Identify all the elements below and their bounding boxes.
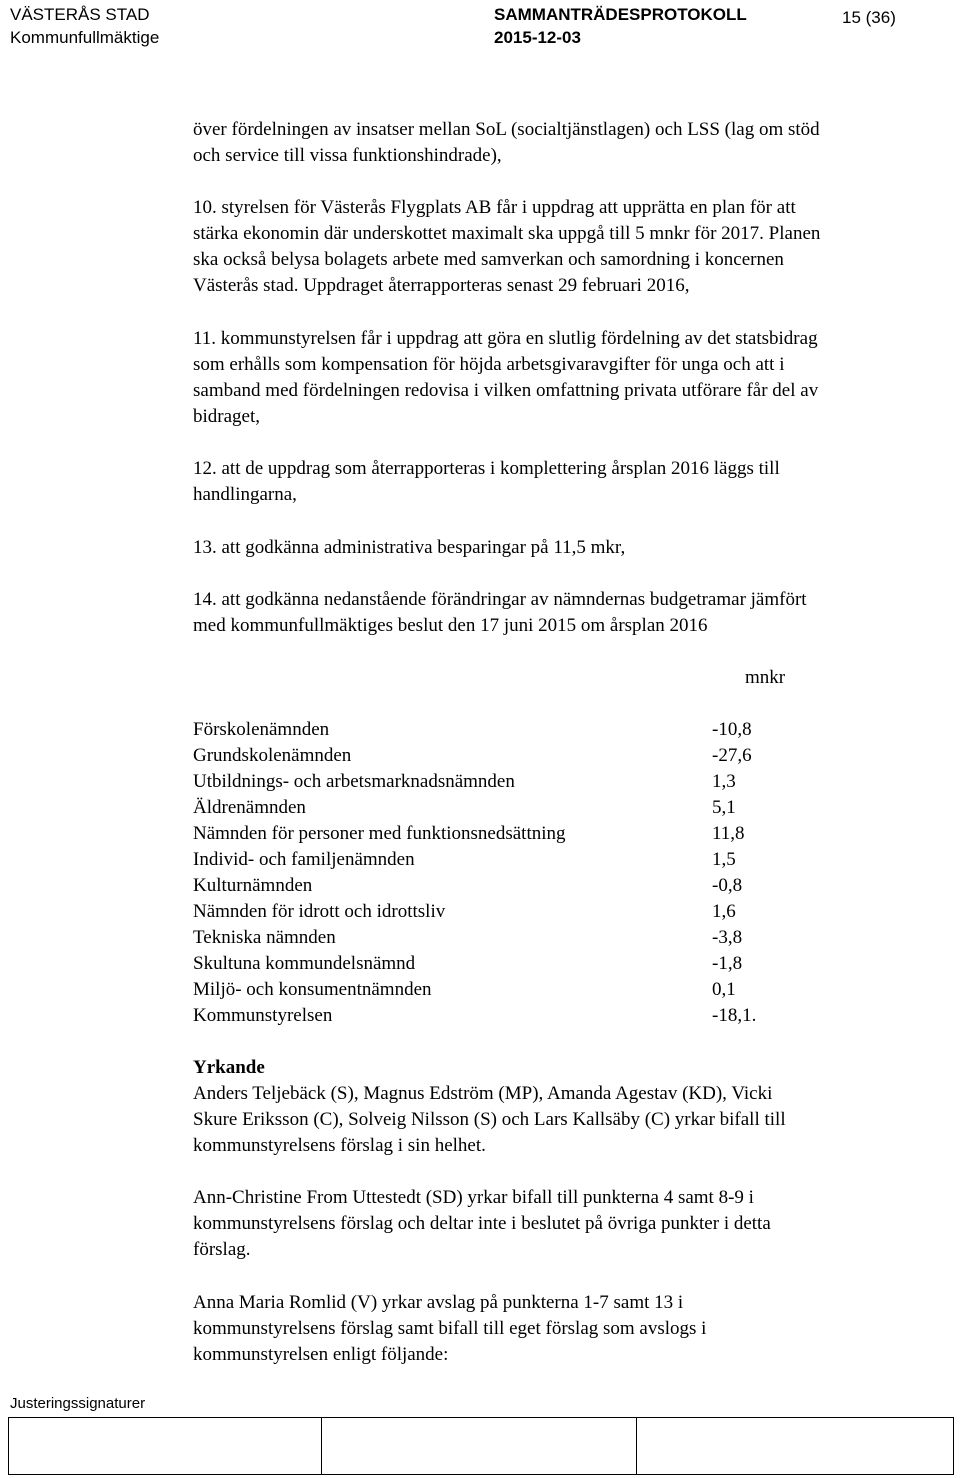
point-14: [193, 587, 943, 639]
row-value: 1,6: [712, 901, 736, 922]
text-line: som erhålls som kompensation för höjda arbetsgivaravgifter för unga och att i: [193, 354, 785, 375]
text-line: stärka ekonomin där underskottet maximalt ska uppgå till 5 mnkr för 2017. Planen: [193, 223, 821, 244]
point-12: [193, 456, 943, 508]
table-row: [193, 821, 813, 847]
row-value: -18,1.: [712, 1005, 757, 1026]
text-line: samband med fördelningen redovisa i vilken omfattning privata utförare får del av: [193, 380, 819, 401]
budget-table-header: [193, 665, 813, 691]
text-line: Västerås stad. Uppdraget återrapporteras senast 29 februari 2016,: [193, 275, 690, 296]
row-value: -3,8: [712, 927, 743, 948]
text-line: handlingarna,: [193, 484, 297, 505]
text-line: över fördelningen av insatser mellan SoL (socialtjänstlagen) och LSS (lag om stöd: [193, 119, 820, 140]
row-label: Skultuna kommundelsnämnd: [193, 953, 416, 974]
text-line: ska också belysa bolagets arbete med samverkan och samordning i koncernen: [193, 249, 784, 270]
text-line: Ann-Christine From Uttestedt (SD) yrkar bifall till punkterna 4 samt 8-9 i: [193, 1187, 754, 1208]
signature-label: Justeringssignaturer: [10, 1395, 146, 1412]
point-13: [193, 535, 943, 561]
table-row: [193, 899, 813, 925]
text-line: kommunstyrelsens förslag samt bifall till eget förslag som avslogs i: [193, 1318, 707, 1339]
signature-box[interactable]: [321, 1417, 637, 1475]
row-label: Äldrenämnden: [193, 797, 306, 818]
text-line: 10. styrelsen för Västerås Flygplats AB får i uppdrag att upprätta en plan för att: [193, 197, 796, 218]
text-line: och service till vissa funktionshindrade),: [193, 145, 502, 166]
text-line: 12. att de uppdrag som återrapporteras i komplettering årsplan 2016 läggs till: [193, 458, 780, 479]
yrkande-paragraph-1: [193, 1081, 943, 1159]
row-label: Nämnden för personer med funktionsnedsättning: [193, 823, 566, 844]
document-type: SAMMANTRÄDESPROTOKOLL: [494, 5, 747, 24]
signature-box[interactable]: [636, 1417, 954, 1475]
text-line: 13. att godkänna administrativa besparingar på 11,5 mkr,: [193, 537, 626, 558]
text-line: med kommunfullmäktiges beslut den 17 juni 2015 om årsplan 2016: [193, 615, 708, 636]
table-row: [193, 769, 813, 795]
text-line: Skure Eriksson (C), Solveig Nilsson (S) och Lars Kallsäby (C) yrkar bifall till: [193, 1109, 786, 1130]
row-label: Kulturnämnden: [193, 875, 313, 896]
table-row: [193, 951, 813, 977]
row-value: 0,1: [712, 979, 736, 1000]
row-value: 11,8: [712, 823, 745, 844]
row-label: Miljö- och konsumentnämnden: [193, 979, 432, 1000]
text-line: Anders Teljebäck (S), Magnus Edström (MP), Amanda Agestav (KD), Vicki: [193, 1083, 773, 1104]
row-value: -1,8: [712, 953, 743, 974]
row-label: Tekniska nämnden: [193, 927, 336, 948]
body-name: Kommunfullmäktige: [10, 28, 160, 47]
table-row: [193, 795, 813, 821]
paragraph-continued: [193, 117, 943, 169]
text-line: 14. att godkänna nedanstående förändringar av nämndernas budgetramar jämfört: [193, 589, 807, 610]
row-value: -0,8: [712, 875, 743, 896]
row-label: Individ- och familjenämnden: [193, 849, 415, 870]
point-11: [193, 326, 943, 430]
section-heading-yrkande: [193, 1055, 943, 1081]
heading-text: Yrkande: [193, 1057, 265, 1078]
text-line: Anna Maria Romlid (V) yrkar avslag på punkterna 1-7 samt 13 i: [193, 1292, 684, 1313]
table-row: [193, 977, 813, 1003]
text-line: förslag.: [193, 1239, 251, 1260]
table-row: [193, 873, 813, 899]
row-label: Nämnden för idrott och idrottsliv: [193, 901, 446, 922]
table-row: [193, 1003, 813, 1029]
row-label: Utbildnings- och arbetsmarknadsnämnden: [193, 771, 515, 792]
signature-box[interactable]: [8, 1417, 322, 1475]
table-row: [193, 847, 813, 873]
text-line: kommunstyrelsen enligt följande:: [193, 1344, 449, 1365]
row-value: -27,6: [712, 745, 752, 766]
point-10: [193, 195, 943, 299]
table-row: [193, 717, 813, 743]
row-label: Kommunstyrelsen: [193, 1005, 333, 1026]
row-value: -10,8: [712, 719, 752, 740]
org-name: VÄSTERÅS STAD: [10, 5, 150, 24]
page-number: 15 (36): [842, 8, 896, 27]
table-row: [193, 743, 813, 769]
table-row: [193, 925, 813, 951]
meeting-date: 2015-12-03: [494, 28, 581, 47]
row-label: Förskolenämnden: [193, 719, 330, 740]
row-value: 5,1: [712, 797, 736, 818]
yrkande-paragraph-3: [193, 1290, 943, 1368]
yrkande-paragraph-2: [193, 1185, 943, 1263]
text-line: bidraget,: [193, 406, 261, 427]
unit-header: mnkr: [745, 667, 786, 688]
text-line: kommunstyrelsens förslag och deltar inte i beslutet på övriga punkter i detta: [193, 1213, 771, 1234]
row-value: 1,3: [712, 771, 736, 792]
row-value: 1,5: [712, 849, 736, 870]
text-line: kommunstyrelsens förslag i sin helhet.: [193, 1135, 486, 1156]
text-line: 11. kommunstyrelsen får i uppdrag att göra en slutlig fördelning av det statsbidrag: [193, 328, 818, 349]
row-label: Grundskolenämnden: [193, 745, 352, 766]
